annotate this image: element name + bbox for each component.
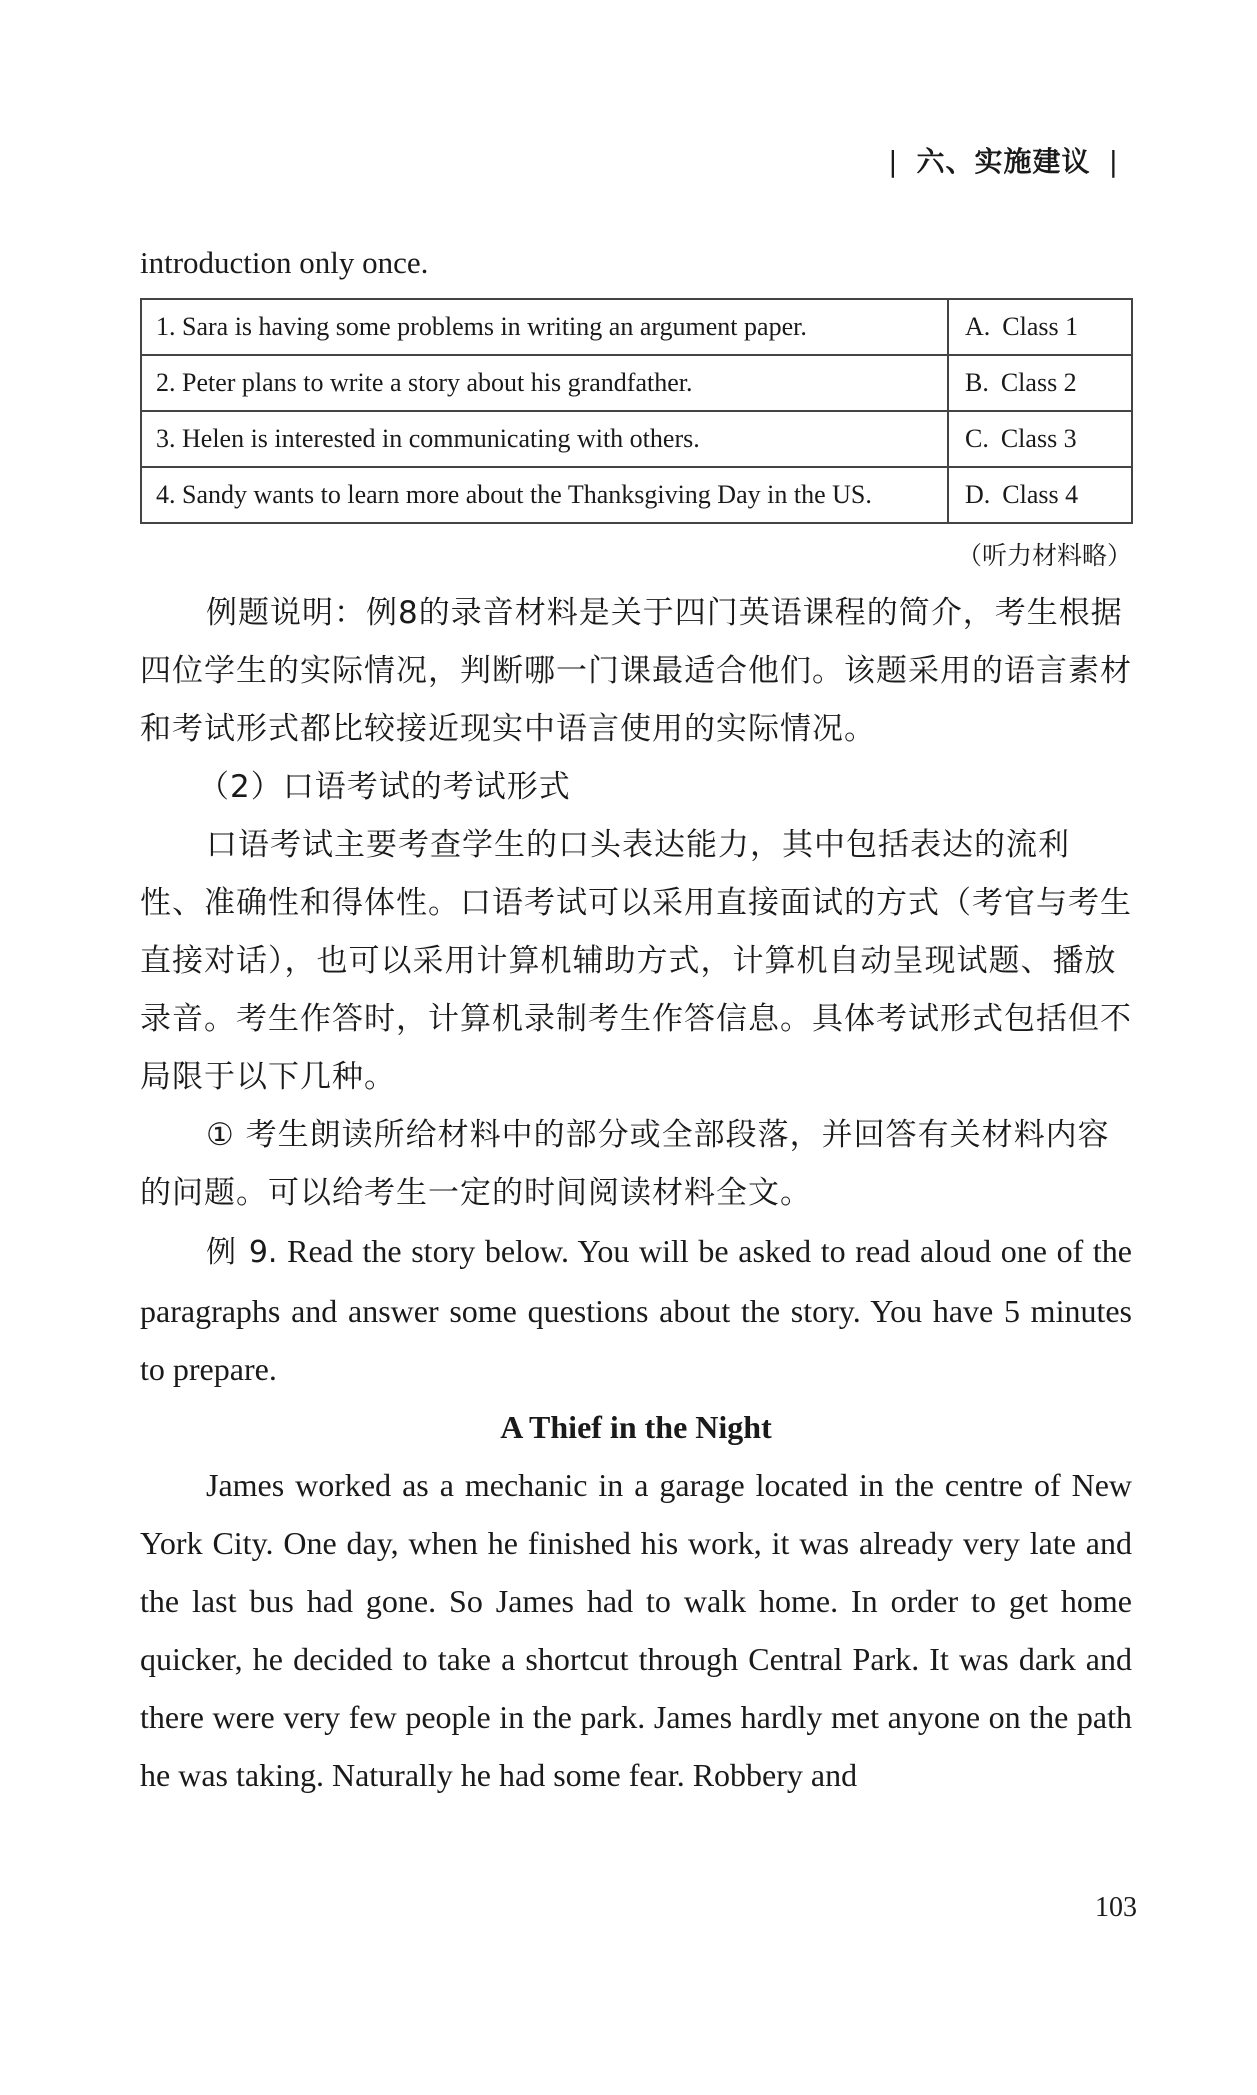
option-text: Class 4: [1002, 480, 1079, 509]
table-row: [141, 411, 1132, 467]
table-row: [141, 299, 1132, 355]
header-divider-left: |: [888, 145, 899, 178]
story-body: James worked as a mechanic in a garage located in the centre of New York City. One day, when he finished his work, it was already very late and the last bus had gone. So James had to walk home. In order to get home quicker, he decided to take a shortcut through Central Park. It was dark and there were very few people in the park. James hardly met anyone on the path he was taking. Naturally he had some fear. Robbery and: [140, 1467, 1132, 1793]
option-cell: [948, 411, 1132, 467]
page-body: [140, 236, 1132, 1804]
intro-fragment: introduction only once.: [140, 245, 429, 280]
example-9: [140, 1222, 1132, 1398]
page-number: 103: [1095, 1892, 1137, 1923]
example-9-label: 例 9.: [206, 1235, 278, 1270]
option-cell: [948, 299, 1132, 355]
table-row: [141, 467, 1132, 523]
option-cell: [948, 467, 1132, 523]
section-title: 六、实施建议: [916, 145, 1091, 178]
option-text: Class 1: [1002, 312, 1079, 341]
oral-exam-paragraph: 口语考试主要考查学生的口头表达能力，其中包括表达的流利性、准确性和得体性。口语考试可以采用直接面试的方式（考官与考生直接对话），也可以采用计算机辅助方式，计算机自动呈现试题、播放录音。考生作答时，计算机录制考生作答信息。具体考试形式包括但不局限于以下几种。: [140, 827, 1132, 1095]
listening-note: （听力材料略）: [956, 541, 1132, 570]
statement-cell: 3. Helen is interested in communicating with others.: [141, 411, 948, 467]
option-letter: C.: [965, 424, 989, 453]
statement-cell: 4. Sandy wants to learn more about the Thanksgiving Day in the US.: [141, 467, 948, 523]
option-letter: A.: [965, 312, 991, 341]
section-heading: （2）口语考试的考试形式: [198, 769, 571, 805]
option-letter: B.: [965, 368, 989, 397]
option-cell: [948, 355, 1132, 411]
item-one: ① 考生朗读所给材料中的部分或全部段落，并回答有关材料内容的问题。可以给考生一定的时间阅读材料全文。: [140, 1117, 1110, 1211]
statement-cell: 2. Peter plans to write a story about his grandfather.: [141, 355, 948, 411]
story-title: A Thief in the Night: [500, 1409, 772, 1445]
header-divider-right: |: [1108, 145, 1119, 178]
matching-table-body: [141, 299, 1132, 523]
example-9-instruction: Read the story below. You will be asked to read aloud one of the paragraphs and answer some questions about the story. You have 5 minutes to prepare.: [140, 1233, 1132, 1387]
option-text: Class 2: [1000, 368, 1077, 397]
statement-cell: 1. Sara is having some problems in writing an argument paper.: [141, 299, 948, 355]
option-text: Class 3: [1000, 424, 1077, 453]
matching-table: [140, 298, 1133, 524]
example-explanation: 例题说明：例8的录音材料是关于四门英语课程的简介，考生根据四位学生的实际情况，判断哪一门课最适合他们。该题采用的语言素材和考试形式都比较接近现实中语言使用的实际情况。: [140, 595, 1132, 747]
table-row: [141, 355, 1132, 411]
option-letter: D.: [965, 480, 991, 509]
running-header: [870, 140, 1137, 180]
